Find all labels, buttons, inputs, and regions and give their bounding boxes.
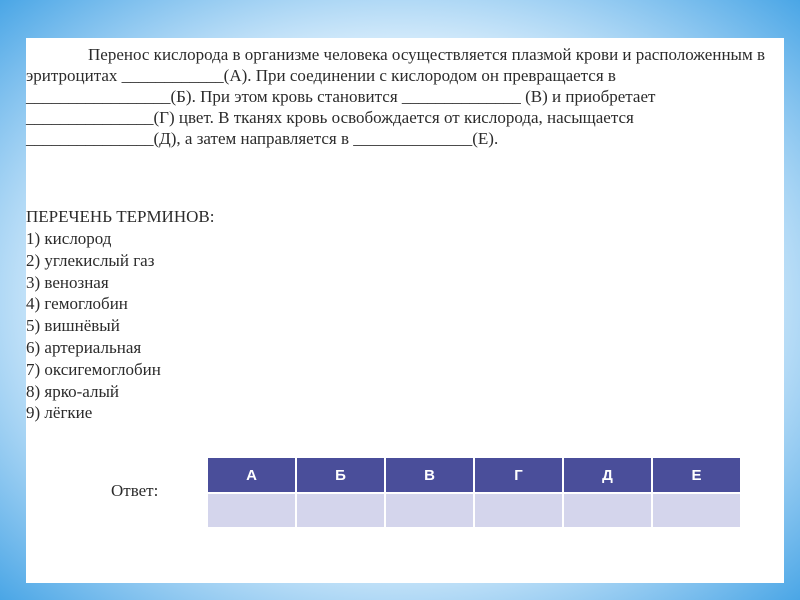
answer-header-e: Е [652,457,741,493]
answer-header-d: Д [563,457,652,493]
answer-header-v: В [385,457,474,493]
term-item: 8) ярко-алый [26,381,119,401]
term-item: 2) углекислый газ [26,250,155,270]
answer-cell-g[interactable] [474,493,563,528]
term-item: 6) артериальная [26,337,142,357]
answer-cell-e[interactable] [652,493,741,528]
answer-table [206,456,742,529]
answer-header-a: А [207,457,296,493]
task-paragraph: Перенос кислорода в организме человека осуществляется плазмой крови и расположенным в эритроцитах ____________(А). При соединении с кислородом он превращается в _________________(Б). При этом кровь становится ______________ (В) и приобретает _______________(Г) цвет. В тканях кровь освобождается от кислорода, насыщается _______________(Д), а затем направляется в ______________(Е). [26,45,766,148]
answer-cell-d[interactable] [563,493,652,528]
term-item: 9) лёгкие [26,403,93,423]
answer-cell-b[interactable] [296,493,385,528]
term-item: 3) венозная [26,272,109,292]
term-item: 1) кислород [26,229,112,248]
answer-header-g: Г [474,457,563,493]
answer-input-row [207,493,741,528]
answer-header-row [207,457,741,493]
answer-header-b: Б [296,457,385,493]
term-item: 7) оксигемоглобин [26,359,161,379]
terms-heading: ПЕРЕЧЕНЬ ТЕРМИНОВ: [26,207,215,226]
term-item: 4) гемоглобин [26,294,128,314]
slide-content [26,38,784,583]
answer-cell-v[interactable] [385,493,474,528]
terms-list [26,228,161,424]
answer-label: Ответ: [111,481,159,500]
answer-cell-a[interactable] [207,493,296,528]
term-item: 5) вишнёвый [26,316,120,336]
